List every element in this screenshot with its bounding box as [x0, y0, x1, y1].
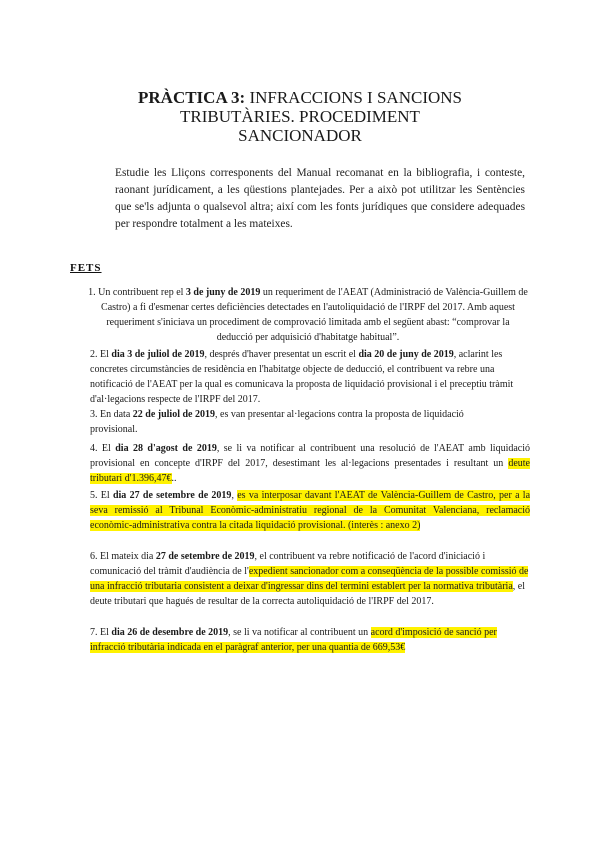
title-line-1: INFRACCIONS I SANCIONS — [245, 88, 462, 107]
highlight-sanction-file: expedient sancionador com a conseqüència de la possible comissió de una infracció tributaria consistent a deixar d'ingressar dins del termini establert per la normativa tributària — [90, 566, 529, 592]
fact-item-6 — [90, 549, 530, 609]
fact-date: dia 26 de desembre de 2019 — [111, 627, 229, 638]
fact-text: , el contribuent va rebre notificació de l'acord d'iniciació i comunicació del tràmit d'audiència de l' — [90, 551, 486, 577]
fact-item-3 — [90, 407, 510, 437]
fact-text: , aclarint les concretes circumstàncies de residència en l'habitatge objecte de deducció, el contribuent va rebre una notificació de l'AEAT per la qual es comunicava la proposta de liquidació provisional i el preceptiu tràmit d'al·legacions respecte de l'IRPF del 2017. — [90, 349, 514, 405]
fact-text: 3. En data — [90, 409, 133, 420]
fact-date: 27 de setembre de 2019 — [155, 551, 255, 562]
fact-item-2 — [90, 347, 530, 407]
fact-text: , se li va notificar al contribuent una resolució de l'AEAT amb liquidació provisional en concepte d'IRPF del 2017, desestimant les al·legacions presentades i resultant un — [90, 443, 531, 469]
fact-item-7 — [90, 625, 530, 655]
fact-text: un requeriment de l'AEAT (Administració de València-Guillem de Castro) a fi d'esmenar certes deficiències detectades en l'autoliquidació de l'IRPF del 2017. Amb aquest requeriment s'iniciava un procediment de comprovació limitada amb el següent abast: “comprovar la deducció per adquisició d'habitatge habitual”. — [101, 287, 528, 343]
fact-text: 7. El — [90, 627, 112, 638]
fact-date: dia 3 de juliol de 2019 — [111, 349, 205, 360]
fact-text: 2. El — [90, 349, 112, 360]
fact-date: dia 28 d'agost de 2019 — [115, 443, 217, 454]
fact-date: 22 de juliol de 2019 — [132, 409, 215, 420]
fact-text: , se li va notificar al contribuent un — [228, 627, 371, 638]
fact-date: 3 de juny de 2019 — [185, 287, 261, 298]
title-practice-label: PRÀCTICA 3: — [138, 88, 246, 107]
fact-item-5 — [90, 488, 530, 533]
section-heading-fets: FETS — [70, 262, 102, 274]
fact-text: , el deute tributari que hagués de resultar de la correcta autoliquidació de l'IRPF del 2017. — [90, 581, 525, 607]
fact-item-4 — [90, 441, 530, 486]
fact-text: .. — [171, 473, 177, 484]
fact-text: , després d'haver presentat un escrit el — [204, 349, 359, 360]
highlight-claim: es va interposar davant l'AEAT de València-Guillem de Castro, per a la seva remissió al Tribunal Econòmic-administratiu regional de la Comunitat Valenciana, reclamació econòmic-administrativa contra la citada liquidació provisional. (interès : anexo 2) — [90, 490, 531, 531]
intro-paragraph: Estudie les Lliçons corresponents del Manual recomanat en la bibliografia, i conteste, raonant jurídicament, a les qüestions plantejades. Per a això pot utilitzar les Sentències que se'ls adjunta o qualsevol altra; així com les fonts jurídiques que considere adequades per respondre totalment a les mateixes. — [115, 167, 525, 230]
highlight-debt-amount: deute tributari d'1.396,47€ — [90, 458, 530, 484]
title-line-3: SANCIONADOR — [238, 126, 362, 145]
fact-text: 1. Un contribuent rep el — [88, 287, 186, 298]
fact-text: 6. El mateix dia — [90, 551, 156, 562]
fact-text: 4. El — [90, 443, 116, 454]
fact-date: dia 27 de setembre de 2019 — [112, 490, 232, 501]
title-line-2: TRIBUTÀRIES. PROCEDIMENT — [180, 107, 420, 126]
fact-text: , es van presentar al·legacions contra la proposta de liquidació provisional. — [90, 409, 464, 435]
fact-text: 5. El — [90, 490, 113, 501]
fact-item-1 — [88, 285, 528, 345]
page-title — [100, 88, 500, 145]
highlight-sanction-amount: acord d'imposició de sanció per infracció tributària indicada en el paràgraf anterior, per una quantia de 669,53€ — [90, 627, 497, 653]
fact-date: dia 20 de juny de 2019 — [358, 349, 454, 360]
fact-text: , — [231, 490, 238, 501]
